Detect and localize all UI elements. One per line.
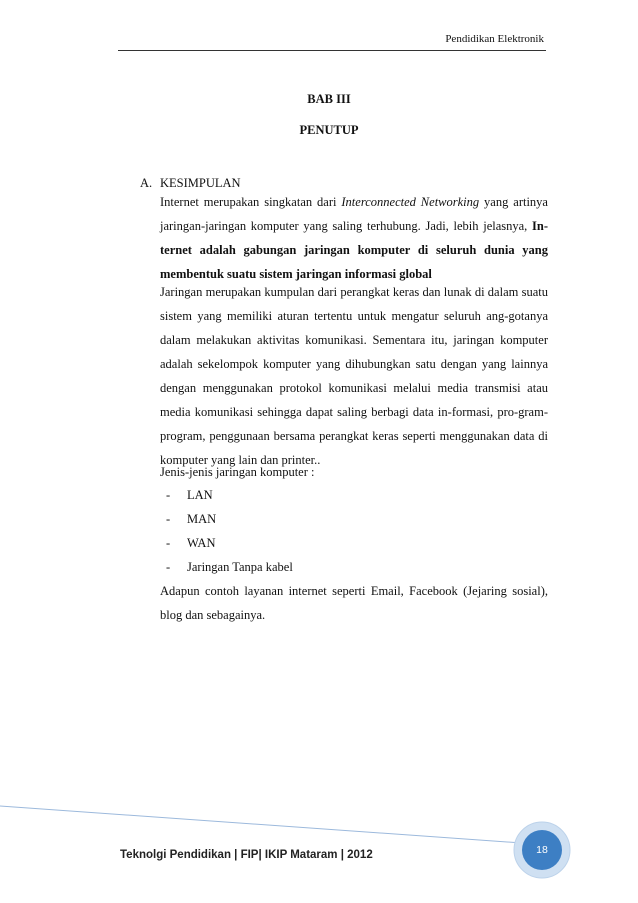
paragraph1-text: Internet merupakan singkatan dari xyxy=(160,195,342,209)
section-title: KESIMPULAN xyxy=(160,176,241,190)
list-item-label: Jaringan Tanpa kabel xyxy=(187,560,293,574)
list-item-label: WAN xyxy=(187,536,216,550)
list-item-label: MAN xyxy=(187,512,217,526)
paragraph-internet-services: Adapun contoh layanan internet seperti Email, Facebook (Jejaring sosial), blog dan sebagainya. xyxy=(160,584,548,622)
paragraph1-bold-definition: In-ternet adalah gabungan jaringan komputer di seluruh dunia yang membentuk suatu sistem jaringan informasi global xyxy=(160,219,548,281)
list-dash: - xyxy=(166,488,171,502)
footer-decor-line xyxy=(0,806,522,843)
list-dash: - xyxy=(166,536,171,550)
chapter-title: PENUTUP xyxy=(299,123,359,137)
list-dash: - xyxy=(166,512,171,526)
paragraph-network-types-intro: Jenis-jenis jaringan komputer : xyxy=(160,465,315,479)
section-number: A. xyxy=(140,176,153,190)
paragraph1-italic-term: Interconnected Networking xyxy=(341,195,480,209)
list-dash: - xyxy=(166,560,171,574)
page-number: 18 xyxy=(536,844,548,856)
footer-text: Teknolgi Pendidikan | FIP| IKIP Mataram | 2012 xyxy=(120,849,373,861)
chapter-number: BAB III xyxy=(307,92,351,106)
paragraph1-text-continued: yang artinya jaringan-jaringan komputer yang saling terhubung. Jadi, lebih jelasnya, xyxy=(160,195,548,233)
paragraph-network-definition: Jaringan merupakan kumpulan dari perangkat keras dan lunak di dalam suatu sistem yang memiliki aturan tertentu untuk mengatur seluruh ang-gotanya dalam melakukan aktivitas komunikasi. Sementara itu, jaringan komputer adalah sekelompok komputer yang dihubungkan satu dengan yang lainnya dengan menggunakan protokol komunikasi melalui media transmisi atau media komunikasi sehingga dapat saling berbagi data in-formasi, pro-gram-program, penggunaan bersama perangkat keras seperti menggunakan data di komputer yang lain dan printer.. xyxy=(160,285,548,467)
list-item-label: LAN xyxy=(187,488,213,502)
running-header: Pendidikan Elektronik xyxy=(445,33,544,45)
